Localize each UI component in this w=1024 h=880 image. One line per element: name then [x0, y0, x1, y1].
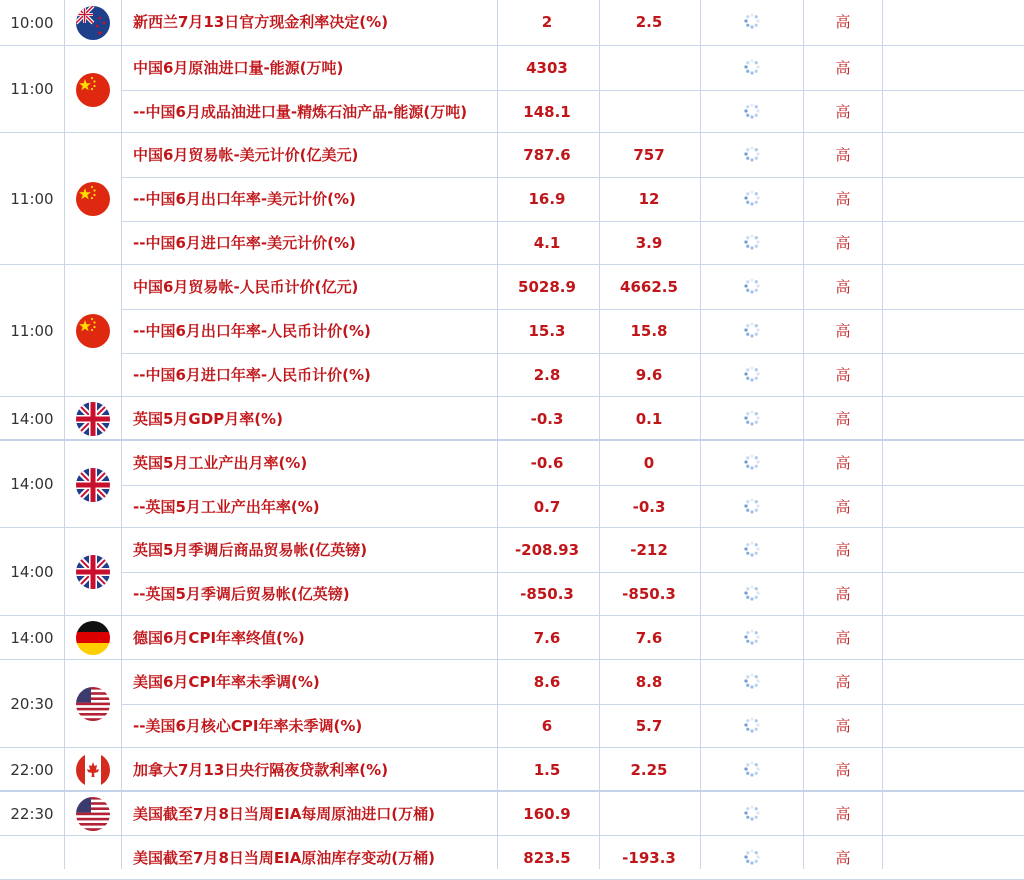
- table-row[interactable]: [121, 397, 1024, 441]
- event-name[interactable]: 美国截至7月8日当周EIA原油库存变动(万桶): [133, 849, 436, 867]
- event-group: [0, 748, 1024, 792]
- event-time: 10:00: [10, 14, 54, 32]
- event-name[interactable]: 中国6月贸易帐-美元计价(亿美元): [133, 146, 359, 164]
- importance-label: 高: [835, 59, 851, 77]
- forecast-value: 0.1: [635, 410, 663, 428]
- forecast-value: 12: [638, 190, 660, 208]
- table-row[interactable]: [121, 660, 1024, 705]
- actual-value: 787.6: [523, 146, 571, 164]
- event-group: [0, 441, 1024, 528]
- table-row[interactable]: [121, 90, 1024, 134]
- table-row[interactable]: [121, 441, 1024, 486]
- actual-value: 16.9: [528, 190, 566, 208]
- forecast-value: 7.6: [635, 629, 663, 647]
- event-time: 14:00: [10, 475, 54, 493]
- actual-value: -850.3: [520, 585, 574, 603]
- importance-label: 高: [835, 13, 851, 31]
- table-row[interactable]: [121, 221, 1024, 265]
- actual-value: 2.8: [533, 366, 561, 384]
- event-name[interactable]: --英国5月工业产出年率(%): [133, 498, 320, 516]
- loading-spinner-icon: [743, 760, 761, 778]
- loading-spinner-icon: [743, 277, 761, 295]
- china-flag-icon: [76, 182, 110, 216]
- forecast-value: -0.3: [632, 498, 666, 516]
- actual-value: -0.3: [530, 410, 564, 428]
- importance-label: 高: [835, 234, 851, 252]
- importance-label: 高: [835, 103, 851, 121]
- event-name[interactable]: --中国6月成品油进口量-精炼石油产品-能源(万吨): [133, 103, 468, 121]
- loading-spinner-icon: [743, 233, 761, 251]
- table-row[interactable]: [121, 46, 1024, 91]
- forecast-value: -850.3: [622, 585, 676, 603]
- new-zealand-flag-icon: [76, 6, 110, 40]
- actual-value: 4303: [526, 59, 568, 77]
- event-name[interactable]: --中国6月进口年率-美元计价(%): [133, 234, 356, 252]
- event-time: 14:00: [10, 410, 54, 428]
- loading-spinner-icon: [743, 365, 761, 383]
- uk-flag-icon: [76, 555, 110, 589]
- event-name[interactable]: 美国截至7月8日当周EIA每周原油进口(万桶): [133, 805, 436, 823]
- importance-label: 高: [835, 278, 851, 296]
- table-row[interactable]: [121, 572, 1024, 616]
- loading-spinner-icon: [743, 189, 761, 207]
- importance-label: 高: [835, 322, 851, 340]
- loading-spinner-icon: [743, 804, 761, 822]
- forecast-value: 5.7: [635, 717, 663, 735]
- forecast-value: 2.5: [635, 13, 663, 31]
- event-time: 11:00: [10, 322, 54, 340]
- importance-label: 高: [835, 805, 851, 823]
- loading-spinner-icon: [743, 672, 761, 690]
- actual-value: 160.9: [523, 805, 571, 823]
- importance-label: 高: [835, 541, 851, 559]
- importance-label: 高: [835, 410, 851, 428]
- event-time: 14:00: [10, 629, 54, 647]
- event-name[interactable]: 中国6月原油进口量-能源(万吨): [133, 59, 344, 77]
- loading-spinner-icon: [743, 12, 761, 30]
- importance-label: 高: [835, 673, 851, 691]
- actual-value: 15.3: [528, 322, 566, 340]
- uk-flag-icon: [76, 402, 110, 436]
- event-group: [0, 0, 1024, 46]
- event-name[interactable]: 英国5月GDP月率(%): [133, 410, 283, 428]
- actual-value: 6: [541, 717, 553, 735]
- table-row[interactable]: [121, 485, 1024, 529]
- forecast-value: 9.6: [635, 366, 663, 384]
- forecast-value: 15.8: [630, 322, 668, 340]
- event-group: [0, 616, 1024, 660]
- event-group: [0, 528, 1024, 616]
- usa-flag-icon: [76, 687, 110, 721]
- event-group: [0, 265, 1024, 397]
- actual-value: -0.6: [530, 454, 564, 472]
- forecast-value: 3.9: [635, 234, 663, 252]
- event-time: 22:30: [10, 805, 54, 823]
- event-name[interactable]: 中国6月贸易帐-人民币计价(亿元): [133, 278, 359, 296]
- event-group: [0, 46, 1024, 133]
- actual-value: 7.6: [533, 629, 561, 647]
- importance-label: 高: [835, 717, 851, 735]
- usa-flag-icon: [76, 797, 110, 831]
- event-time: 11:00: [10, 80, 54, 98]
- forecast-value: -212: [630, 541, 668, 559]
- importance-label: 高: [835, 498, 851, 516]
- importance-label: 高: [835, 849, 851, 867]
- loading-spinner-icon: [743, 145, 761, 163]
- table-row[interactable]: [121, 836, 1024, 880]
- event-name[interactable]: --英国5月季调后贸易帐(亿英镑): [133, 585, 350, 603]
- loading-spinner-icon: [743, 102, 761, 120]
- event-name[interactable]: 德国6月CPI年率终值(%): [133, 629, 305, 647]
- forecast-value: 4662.5: [620, 278, 678, 296]
- loading-spinner-icon: [743, 58, 761, 76]
- actual-value: 5028.9: [518, 278, 576, 296]
- importance-label: 高: [835, 761, 851, 779]
- forecast-value: 757: [633, 146, 665, 164]
- actual-value: 1.5: [533, 761, 561, 779]
- loading-spinner-icon: [743, 409, 761, 427]
- table-row[interactable]: [121, 133, 1024, 178]
- actual-value: 2: [541, 13, 553, 31]
- event-name[interactable]: --中国6月进口年率-人民币计价(%): [133, 366, 371, 384]
- loading-spinner-icon: [743, 497, 761, 515]
- forecast-value: -193.3: [622, 849, 676, 867]
- actual-value: 8.6: [533, 673, 561, 691]
- table-row[interactable]: [121, 748, 1024, 792]
- event-time: 14:00: [10, 563, 54, 581]
- importance-label: 高: [835, 366, 851, 384]
- event-name[interactable]: 加拿大7月13日央行隔夜贷款利率(%): [133, 761, 389, 779]
- importance-label: 高: [835, 190, 851, 208]
- actual-value: 823.5: [523, 849, 571, 867]
- actual-value: 148.1: [523, 103, 571, 121]
- uk-flag-icon: [76, 468, 110, 502]
- event-name[interactable]: 英国5月季调后商品贸易帐(亿英镑): [133, 541, 368, 559]
- loading-spinner-icon: [743, 628, 761, 646]
- actual-value: 4.1: [533, 234, 561, 252]
- loading-spinner-icon: [743, 716, 761, 734]
- event-name[interactable]: --中国6月出口年率-美元计价(%): [133, 190, 356, 208]
- importance-label: 高: [835, 454, 851, 472]
- event-name[interactable]: --美国6月核心CPI年率未季调(%): [133, 717, 363, 735]
- table-row[interactable]: [121, 309, 1024, 354]
- importance-label: 高: [835, 146, 851, 164]
- importance-label: 高: [835, 629, 851, 647]
- table-row[interactable]: [121, 704, 1024, 748]
- table-row[interactable]: [121, 177, 1024, 222]
- event-group: [0, 836, 1024, 880]
- event-name[interactable]: --中国6月出口年率-人民币计价(%): [133, 322, 371, 340]
- table-row[interactable]: [121, 0, 1024, 44]
- event-name[interactable]: 美国6月CPI年率未季调(%): [133, 673, 320, 691]
- forecast-value: 2.25: [630, 761, 668, 779]
- loading-spinner-icon: [743, 453, 761, 471]
- table-row[interactable]: [121, 265, 1024, 310]
- event-time: 20:30: [10, 695, 54, 713]
- event-name[interactable]: 英国5月工业产出月率(%): [133, 454, 308, 472]
- germany-flag-icon: [76, 621, 110, 655]
- table-row[interactable]: [121, 353, 1024, 397]
- loading-spinner-icon: [743, 584, 761, 602]
- event-group: [0, 660, 1024, 748]
- event-group: [0, 133, 1024, 265]
- forecast-value: 8.8: [635, 673, 663, 691]
- canada-flag-icon: [76, 753, 110, 787]
- table-row[interactable]: [121, 528, 1024, 573]
- event-name[interactable]: 新西兰7月13日官方现金利率决定(%): [133, 13, 389, 31]
- actual-value: -208.93: [514, 541, 580, 559]
- china-flag-icon: [76, 314, 110, 348]
- loading-spinner-icon: [743, 848, 761, 866]
- event-time: 11:00: [10, 190, 54, 208]
- loading-spinner-icon: [743, 321, 761, 339]
- loading-spinner-icon: [743, 540, 761, 558]
- china-flag-icon: [76, 73, 110, 107]
- table-row[interactable]: [121, 616, 1024, 660]
- table-row[interactable]: [121, 792, 1024, 836]
- event-time: 22:00: [10, 761, 54, 779]
- actual-value: 0.7: [533, 498, 561, 516]
- event-group: [0, 792, 1024, 836]
- forecast-value: 0: [643, 454, 655, 472]
- importance-label: 高: [835, 585, 851, 603]
- event-group: [0, 397, 1024, 441]
